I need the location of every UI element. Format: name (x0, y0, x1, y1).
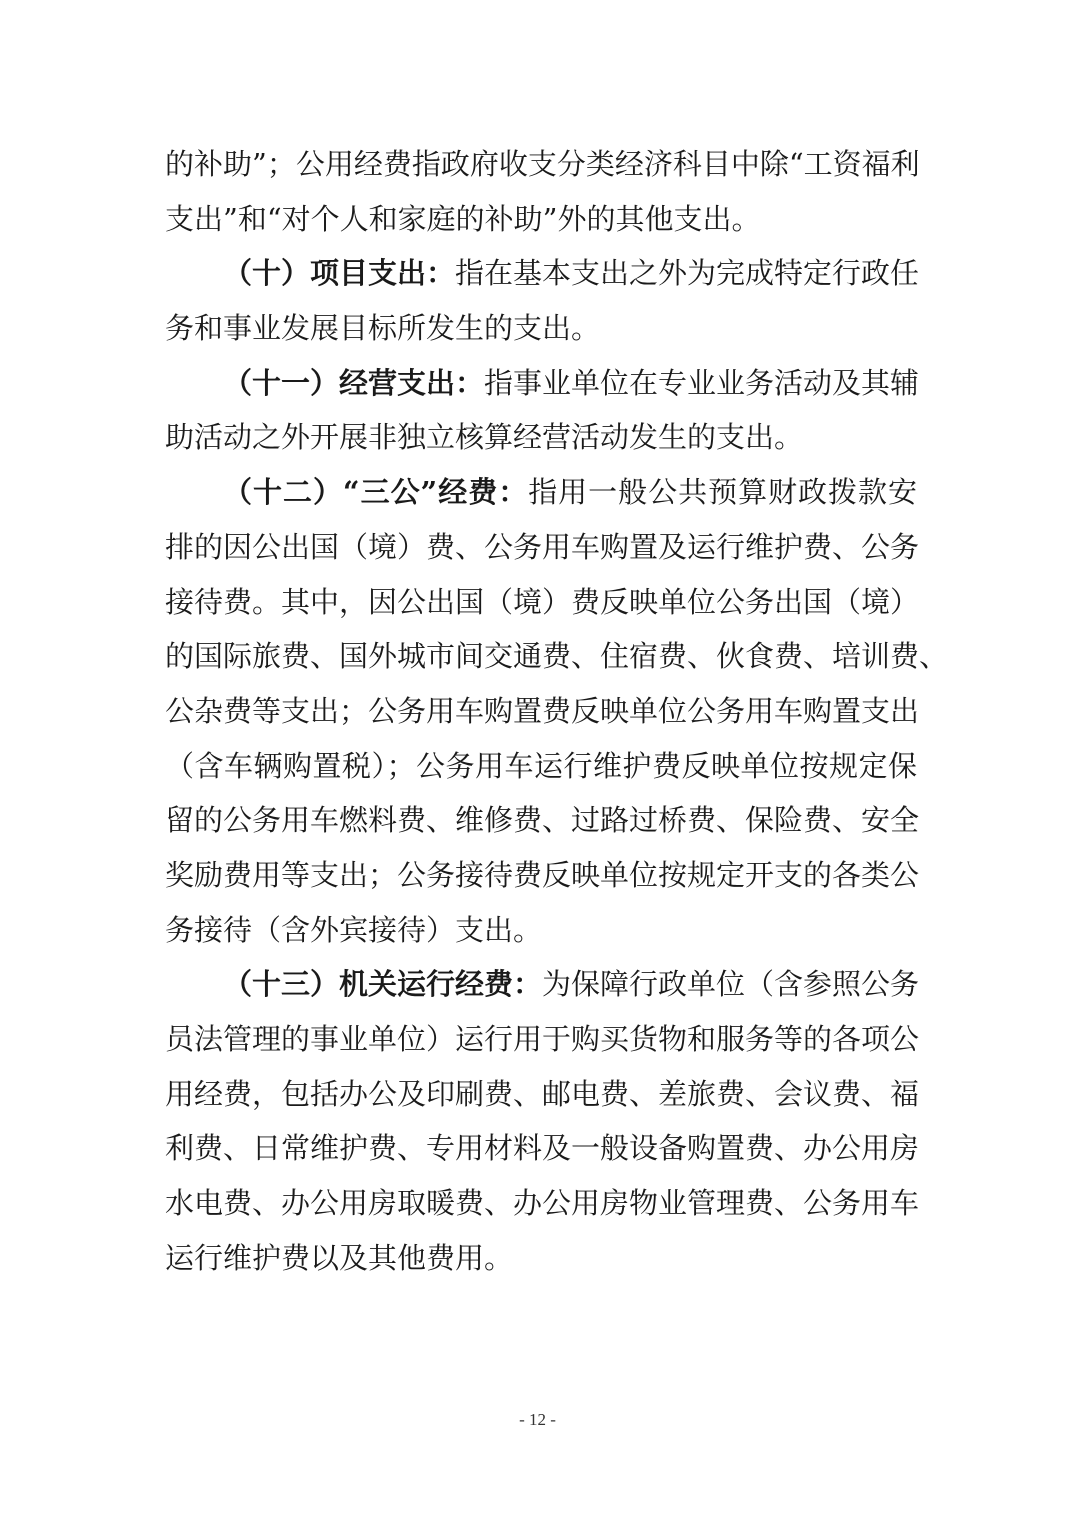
body-text-line: 的补助”；公用经费指政府收支分类经济科目中除“工资福利 (165, 147, 920, 181)
body-text-line: 务和事业发展目标所发生的支出。 (165, 311, 601, 346)
body-text-line: （含车辆购置税）；公务用车运行维护费反映单位按规定保 (165, 748, 917, 783)
body-text-line: 留的公务用车燃料费、维修费、过路过桥费、保险费、安全 (165, 803, 920, 838)
section-heading-line: （十三）机关运行经费：为保障行政单位（含参照公务 (223, 967, 920, 1002)
section-heading: （十一）经营支出： (223, 365, 485, 400)
body-text-line: 排的因公出国（境）费、公务用车购置及运行维护费、公务 (165, 529, 920, 564)
body-text-line: 用经费，包括办公及印刷费、邮电费、差旅费、会议费、福 (165, 1076, 920, 1111)
body-text-line: 务接待（含外宾接待）支出。 (165, 912, 543, 947)
section-heading: （十二）“三公”经费： (223, 475, 529, 510)
section-heading-line: （十二）“三公”经费：指用一般公共预算财政拨款安 (223, 475, 917, 510)
body-text-line: 运行维护费以及其他费用。 (165, 1240, 514, 1275)
section-heading-line: （十一）经营支出：指事业单位在专业业务活动及其辅 (223, 365, 920, 400)
body-text-line: 支出”和“对个人和家庭的补助”外的其他支出。 (165, 201, 761, 236)
body-text-line: 助活动之外开展非独立核算经营活动发生的支出。 (165, 420, 804, 455)
section-heading: （十）项目支出： (223, 256, 456, 291)
document-body (165, 137, 949, 1285)
body-text-line: 利费、日常维护费、专用材料及一般设备购置费、办公用房 (165, 1131, 920, 1166)
body-text-line: 接待费。其中，因公出国（境）费反映单位公务出国（境） (165, 584, 920, 619)
section-heading: （十三）机关运行经费： (223, 967, 543, 1002)
body-text-line: 水电费、办公用房取暖费、办公用房物业管理费、公务用车 (165, 1186, 920, 1221)
body-text-line: 公杂费等支出；公务用车购置费反映单位公务用车购置支出 (165, 693, 920, 728)
body-text-line: 的国际旅费、国外城市间交通费、住宿费、伙食费、培训费、 (165, 639, 949, 674)
page-number: - 12 - (519, 1410, 556, 1429)
body-text-line: 员法管理的事业单位）运行用于购买货物和服务等的各项公 (165, 1022, 920, 1056)
section-heading-line: （十）项目支出：指在基本支出之外为完成特定行政任 (223, 256, 920, 291)
body-text-line: 奖励费用等支出；公务接待费反映单位按规定开支的各类公 (165, 857, 920, 892)
